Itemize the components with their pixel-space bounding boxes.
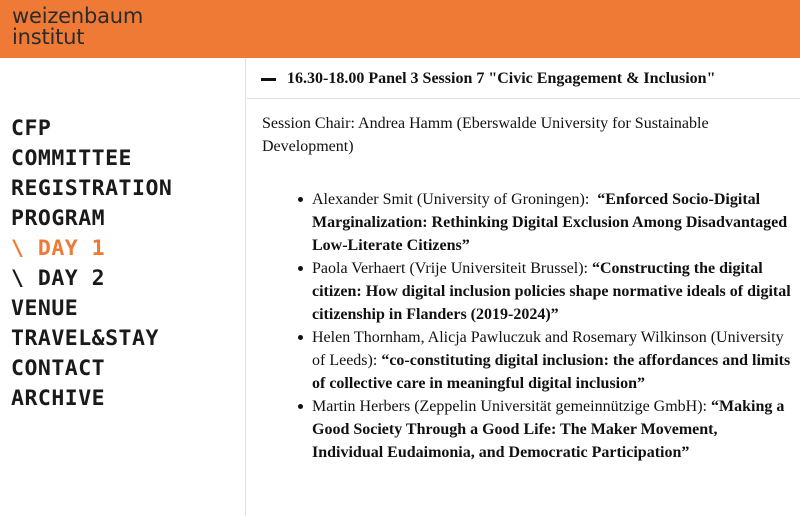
main-content — [247, 58, 800, 516]
list-item — [312, 257, 792, 326]
weizenbaum-logo[interactable] — [12, 6, 143, 48]
main-nav — [11, 114, 172, 414]
logo-line-2: institut — [12, 25, 85, 49]
paper-title: “co-constituting digital inclusion: the affordances and limits of collective care in meaningful digital inclusion” — [312, 352, 791, 392]
nav-item-travel-stay[interactable]: TRAVEL&STAY — [11, 326, 159, 351]
paper-authors: Alexander Smit (University of Groningen): — [312, 191, 590, 208]
session-title: 16.30-18.00 Panel 3 Session 7 "Civic Engagement & Inclusion" — [287, 70, 716, 87]
paper-authors: Martin Herbers (Zeppelin Universität gemeinnützige GmbH): — [312, 398, 707, 415]
nav-item-committee[interactable]: COMMITTEE — [11, 146, 132, 171]
sidebar — [0, 58, 246, 516]
paper-title: “Constructing the digital citizen: How digital inclusion policies shape normative ideals of digital citizenship in Flanders (2019-2024)” — [312, 260, 791, 323]
nav-item-registration[interactable]: REGISTRATION — [11, 176, 173, 201]
logo-line-1: weizenbaum — [12, 4, 144, 28]
nav-item-cfp[interactable]: CFP — [11, 116, 52, 141]
nav-item-day-2[interactable]: \ DAY 2 — [11, 266, 106, 291]
paper-authors: Helen Thornham, Alicja Pawluczuk and Rosemary Wilkinson (University of Leeds): — [312, 329, 784, 369]
site-header — [0, 0, 800, 58]
paper-list — [312, 188, 792, 464]
session-accordion-header[interactable] — [247, 58, 800, 99]
nav-item-day-1[interactable]: \ DAY 1 — [11, 236, 106, 261]
nav-item-program[interactable]: PROGRAM — [11, 206, 106, 231]
paper-authors: Paola Verhaert (Vrije Universiteit Brussel): — [312, 260, 588, 277]
list-item — [312, 326, 792, 395]
nav-item-contact[interactable]: CONTACT — [11, 356, 106, 381]
nav-item-archive[interactable]: ARCHIVE — [11, 386, 106, 411]
nav-item-venue[interactable]: VENUE — [11, 296, 79, 321]
list-item — [312, 395, 792, 464]
collapse-icon[interactable] — [261, 78, 276, 81]
paper-title: “Making a Good Society Through a Good Life: The Maker Movement, Individual Eudaimonia, and Democratic Participation” — [312, 398, 785, 461]
session-chair: Session Chair: Andrea Hamm (Eberswalde University for Sustainable Development) — [262, 115, 709, 155]
paper-title: “Enforced Socio-Digital Marginalization: Rethinking Digital Exclusion Among Disadvantaged Low-Literate Citizens” — [312, 191, 788, 254]
list-item — [312, 188, 792, 257]
